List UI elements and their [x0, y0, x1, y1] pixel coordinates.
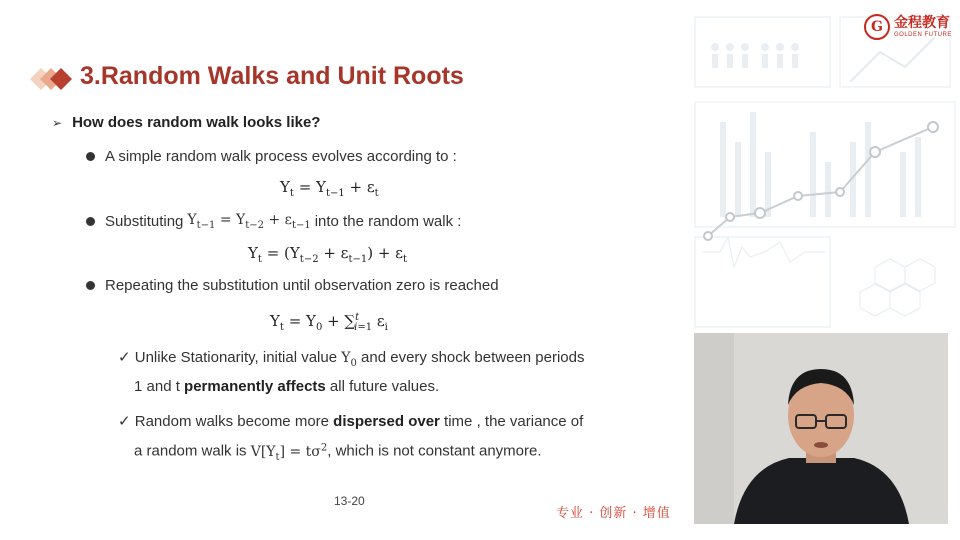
brand-logo: [864, 14, 952, 40]
equation-random-walk: $Y_t = Y_{t-1} + \varepsilon_t$: [280, 178, 379, 199]
bullet-dot-icon: [86, 152, 95, 161]
logo-mark-icon: G: [864, 14, 890, 40]
check-item-dispersed: ✓ Random walks become more dispersed over time , the variance of: [118, 413, 584, 430]
title-diamonds-icon: [28, 64, 78, 94]
bullet-substituting: [86, 212, 461, 231]
check-item-stationarity: ✓ Unlike Stationarity, initial value $Y_0$ and every shock between periods: [118, 349, 585, 369]
check-item-dispersed-continued: a random walk is $V[Y_t] = t\sigma^2$, which is not constant anymore.: [134, 442, 542, 463]
bullet-simple-walk: [86, 148, 457, 165]
bullet-text: A simple random walk process evolves according to :: [105, 148, 457, 165]
inline-equation-substitution: $Y_{t-1} = Y_{t-2} + \varepsilon_{t-1}$: [187, 212, 311, 231]
logo-chinese-name: 金程教育: [894, 15, 950, 31]
triangle-right-icon: ➢: [52, 115, 63, 130]
check-mark-icon: ✓: [118, 349, 131, 366]
bullet-repeating: [86, 277, 499, 294]
equation-substituted: $Y_t = (Y_{t-2} + \varepsilon_{t-1}) + \varepsilon_t$: [248, 244, 407, 265]
presenter-video: [694, 333, 948, 524]
bullet-text-suffix: into the random walk :: [314, 212, 462, 230]
bullet-dot-icon: [86, 281, 95, 290]
bullet-text: Repeating the substitution until observation zero is reached: [105, 277, 499, 294]
page-number: 13-20: [334, 494, 365, 508]
check-item-stationarity-continued: 1 and t permanently affects all future values.: [134, 378, 440, 395]
slide-title: 3.Random Walks and Unit Roots: [80, 62, 464, 90]
background-infographic: [690, 12, 960, 337]
slogan: 专业 · 创新 · 增值: [556, 506, 671, 521]
logo-english-name: GOLDEN FUTURE: [894, 32, 952, 38]
equation-sum: $Y_t = Y_0 + \sum^t_{i=1}$ $\varepsilon_i$: [270, 312, 388, 333]
question-text: How does random walk looks like?: [72, 114, 321, 131]
check-mark-icon: ✓: [118, 413, 131, 430]
question-heading: [52, 114, 320, 131]
bullet-text-prefix: Substituting: [105, 212, 184, 230]
bullet-dot-icon: [86, 217, 95, 226]
logo-text: [894, 16, 952, 38]
presenter-figure: [694, 333, 948, 524]
